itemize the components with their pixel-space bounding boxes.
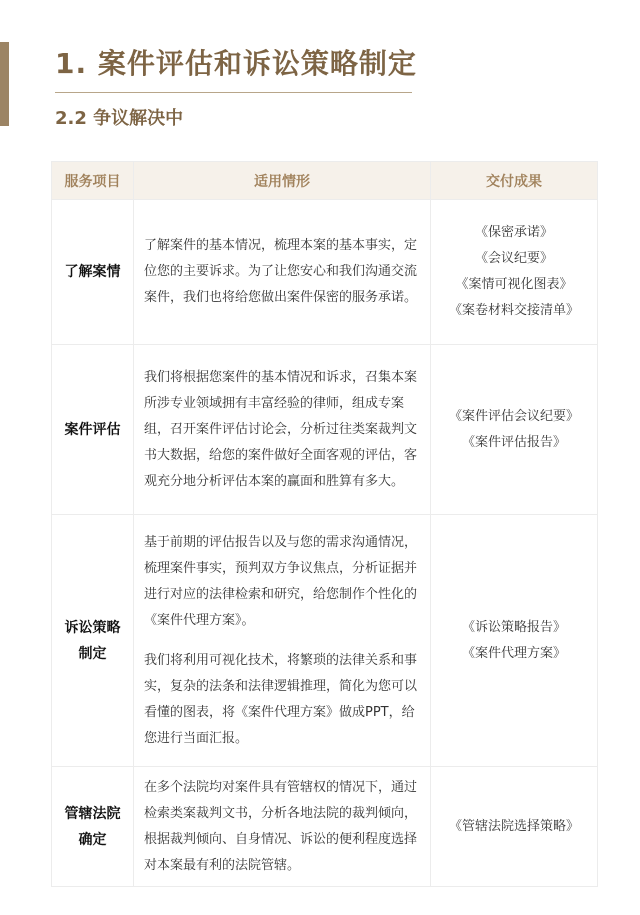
table-row [52, 515, 598, 767]
description-cell [134, 200, 431, 345]
description-text: 我们将根据您案件的基本情况和诉求，召集本案所涉专业领域拥有丰富经验的律师，组成专案组，召开案件评估讨论会，分析过往类案裁判文书大数据，给您的案件做好全面客观的评估，客观充分地分析评估本案的赢面和胜算有多大。 [144, 369, 418, 489]
description-text: 基于前期的评估报告以及与您的需求沟通情况，梳理案件事实，预判双方争议焦点，分析证据并进行对应的法律检索和研究，给您制作个性化的《案件代理方案》。 [144, 534, 418, 628]
description-cell [134, 345, 431, 515]
description-text: 在多个法院均对案件具有管辖权的情况下，通过检索类案裁判文书，分析各地法院的裁判倾向，根据裁判倾向、自身情况、诉讼的便利程度选择对本案最有利的法院管辖。 [144, 779, 418, 873]
deliverable-item: 《案情可视化图表》 [455, 277, 573, 292]
deliverable-item: 《案件评估报告》 [461, 434, 566, 450]
header-applicable-situation: 适用情形 [134, 162, 431, 200]
deliverable-item: 《管辖法院选择策略》 [448, 818, 579, 834]
service-item-label: 管辖法院 [64, 805, 121, 822]
deliverables-cell [431, 515, 598, 767]
deliverables-cell [431, 767, 598, 887]
table-row [52, 345, 598, 515]
accent-side-bar [0, 42, 9, 126]
table-row [52, 767, 598, 887]
description-cell [134, 767, 431, 887]
deliverable-item: 《案卷材料交接清单》 [448, 303, 579, 318]
header-deliverables: 交付成果 [431, 162, 598, 200]
deliverable-item: 《保密承诺》 [474, 225, 553, 240]
service-item-cell [52, 767, 134, 887]
service-item-label: 制定 [78, 645, 107, 662]
description-cell [134, 515, 431, 767]
service-item-label: 确定 [78, 831, 107, 848]
service-item-label: 了解案情 [64, 264, 121, 280]
service-item-label: 诉讼策略 [64, 619, 121, 636]
table-row [52, 200, 598, 345]
deliverables-cell [431, 200, 598, 345]
service-item-cell [52, 200, 134, 345]
title-divider [55, 92, 412, 93]
table-header-row [52, 162, 598, 200]
header-service-item: 服务项目 [52, 162, 134, 200]
description-text: 了解案件的基本情况，梳理本案的基本事实，定位您的主要诉求。为了让您安心和我们沟通交流案件，我们也将给您做出案件保密的服务承诺。 [144, 238, 418, 305]
section-subtitle: 2.2 争议解决中 [55, 108, 184, 129]
service-item-label: 案件评估 [64, 421, 121, 438]
deliverable-item: 《案件代理方案》 [461, 645, 566, 661]
deliverable-item: 《诉讼策略报告》 [461, 619, 566, 635]
deliverables-cell [431, 345, 598, 515]
page-title: 1. 案件评估和诉讼策略制定 [55, 47, 417, 80]
deliverable-item: 《会议纪要》 [474, 251, 553, 266]
deliverable-item: 《案件评估会议纪要》 [448, 408, 579, 424]
services-table [51, 161, 598, 887]
service-item-cell [52, 515, 134, 767]
service-item-cell [52, 345, 134, 515]
description-text: 我们将利用可视化技术，将繁琐的法律关系和事实，复杂的法条和法律逻辑推理，简化为您可以看懂的图表，将《案件代理方案》做成PPT，给您进行当面汇报。 [144, 652, 418, 746]
